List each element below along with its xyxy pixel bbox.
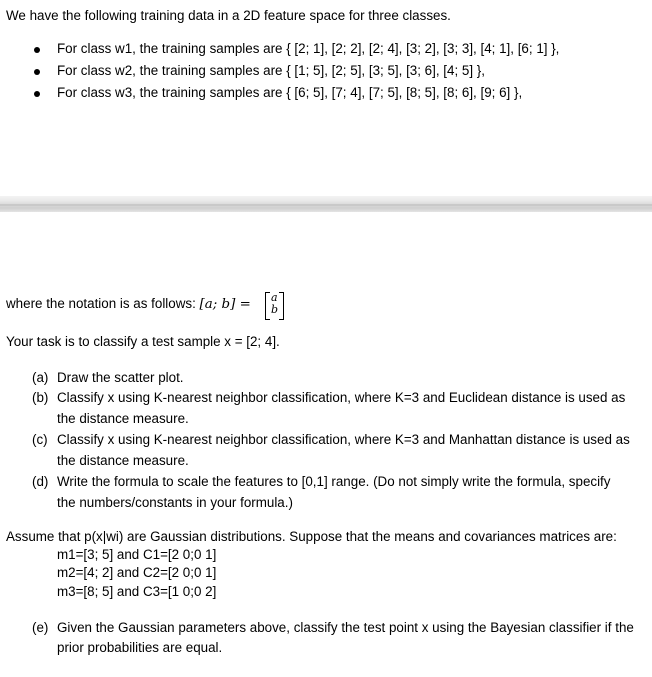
notation-matrix <box>259 292 289 318</box>
class-w1-line: For class w1, the training samples are { [2; 1], [2; 2], [2; 4], [3; 2], [3; 3], [4; 1], [6; 1] }, <box>57 41 560 56</box>
class-w2-line: For class w2, the training samples are { [1; 5], [2; 5], [3; 5], [3; 6], [4; 5] }, <box>57 63 485 78</box>
question-e-text-cont: prior probabilities are equal. <box>57 640 223 655</box>
notation-prefix: where the notation is as follows: <box>6 296 196 311</box>
page-divider-line <box>0 204 652 206</box>
question-d-label: (d) <box>32 474 49 489</box>
param-class-2: m2=[4; 2] and C2=[2 0;0 1] <box>57 565 217 580</box>
question-a-text: Draw the scatter plot. <box>57 370 184 385</box>
matrix-right-bracket <box>279 292 284 320</box>
matrix-bottom-entry: b <box>271 303 279 316</box>
intro-text: We have the following training data in a 2D feature space for three classes. <box>6 8 451 23</box>
question-b-text-cont: the distance measure. <box>57 411 189 426</box>
notation-line <box>6 296 251 312</box>
matrix-top-entry: a <box>271 291 278 304</box>
notation-expression: [a; b] = <box>199 297 251 312</box>
question-c-text: Classify x using K-nearest neighbor classification, where K=3 and Manhattan distance is used as <box>57 432 630 447</box>
param-class-3: m3=[8; 5] and C3=[1 0;0 2] <box>57 584 217 599</box>
question-d-text-cont: the numbers/constants in your formula.) <box>57 495 293 510</box>
param-class-1: m1=[3; 5] and C1=[2 0;0 1] <box>57 547 217 562</box>
question-e-label: (e) <box>32 620 49 635</box>
question-e-text: Given the Gaussian parameters above, classify the test point x using the Bayesian classifier if the <box>57 620 634 635</box>
bullet-icon <box>34 91 40 97</box>
question-b-text: Classify x using K-nearest neighbor classification, where K=3 and Euclidean distance is used as <box>57 390 626 405</box>
question-a-label: (a) <box>32 370 49 385</box>
question-c-label: (c) <box>32 432 48 447</box>
task-text: Your task is to classify a test sample x = [2; 4]. <box>6 334 280 349</box>
question-d-text: Write the formula to scale the features to [0,1] range. (Do not simply write the formula, specify <box>57 474 611 489</box>
bullet-icon <box>34 47 40 53</box>
bullet-icon <box>34 69 40 75</box>
question-c-text-cont: the distance measure. <box>57 453 189 468</box>
assumption-text: Assume that p(x|wi) are Gaussian distributions. Suppose that the means and covariances matrices are: <box>6 529 617 544</box>
class-w3-line: For class w3, the training samples are { [6; 5], [7; 4], [7; 5], [8; 5], [8; 6], [9; 6] }, <box>57 85 523 100</box>
question-b-label: (b) <box>32 390 49 405</box>
matrix-left-bracket <box>265 292 270 320</box>
